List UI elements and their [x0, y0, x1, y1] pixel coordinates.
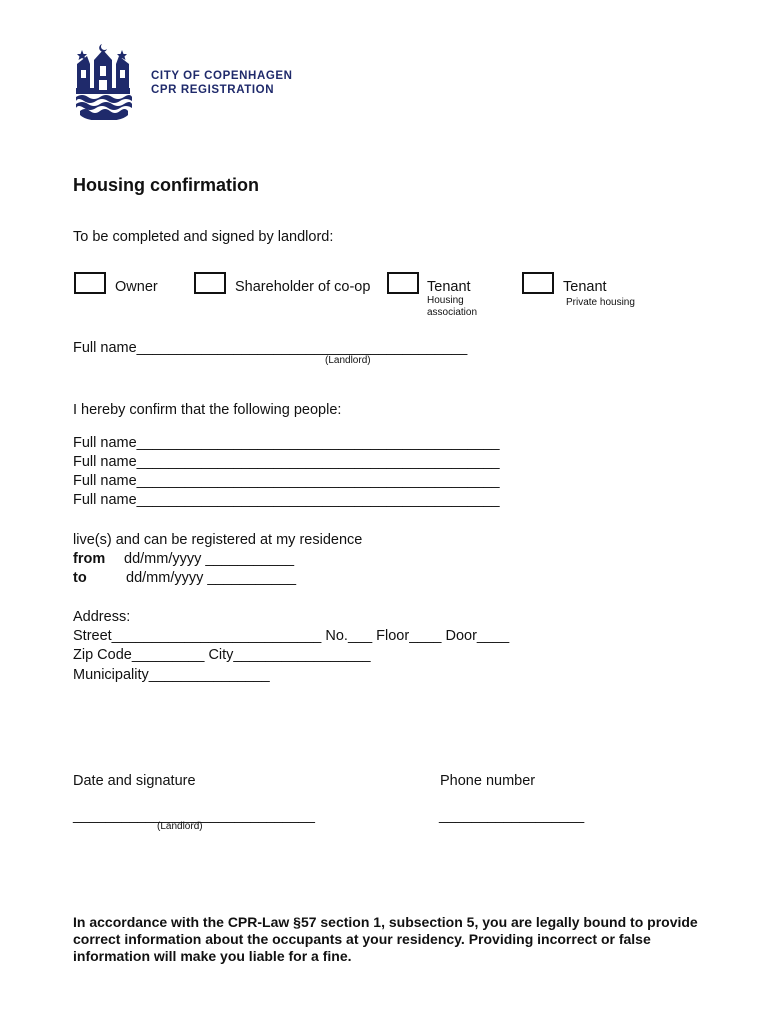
coop-shareholder-label: Shareholder of co-op [235, 279, 371, 295]
legal-notice: In accordance with the CPR-Law §57 section 1, subsection 5, you are legally bound to provide correct information about the occupants at your residency. Providing incorrect or false information will make you liable for a fine. [73, 914, 698, 964]
phone-number-field[interactable]: __________________ [439, 808, 585, 824]
owner-label: Owner [115, 279, 158, 295]
tenant-housing-association-checkbox[interactable] [387, 272, 419, 294]
person-name-field-1[interactable]: Full name_____________________________________________ [73, 435, 500, 451]
address-heading: Address: [73, 609, 131, 625]
coop-shareholder-checkbox[interactable] [194, 272, 226, 294]
tenant-private-housing-sublabel: Private housing [566, 297, 635, 308]
municipality-field[interactable]: Municipality_______________ [73, 667, 270, 683]
zip-city-field[interactable]: Zip Code_________ City_________________ [73, 647, 371, 663]
person-name-field-3[interactable]: Full name_____________________________________________ [73, 473, 500, 489]
residence-text: live(s) and can be registered at my residence [73, 532, 363, 548]
person-name-field-4[interactable]: Full name_____________________________________________ [73, 492, 500, 508]
org-name-line2: CPR REGISTRATION [151, 84, 275, 96]
copenhagen-logo [72, 42, 134, 120]
landlord-note: (Landlord) [325, 355, 371, 366]
to-date-field[interactable]: dd/mm/yyyy ___________ [126, 570, 297, 586]
tenant-housing-association-sublabel: Housing association [427, 295, 478, 318]
owner-checkbox[interactable] [74, 272, 106, 294]
street-field[interactable]: Street__________________________ No.___ Floor____ Door____ [73, 628, 510, 644]
org-name-line1: CITY OF COPENHAGEN [151, 70, 293, 82]
signature-landlord-note: (Landlord) [157, 821, 203, 832]
landlord-full-name-field[interactable]: Full name_________________________________________ [73, 340, 468, 356]
phone-number-label: Phone number [440, 773, 536, 789]
from-label: from [73, 551, 106, 567]
from-date-field[interactable]: dd/mm/yyyy ___________ [124, 551, 295, 567]
tenant-private-housing-checkbox[interactable] [522, 272, 554, 294]
confirm-text: I hereby confirm that the following people: [73, 402, 342, 418]
tenant-housing-association-label: Tenant [427, 279, 471, 295]
intro-text: To be completed and signed by landlord: [73, 229, 334, 245]
person-name-field-2[interactable]: Full name_____________________________________________ [73, 454, 500, 470]
date-signature-label: Date and signature [73, 773, 196, 789]
page-title: Housing confirmation [73, 175, 259, 195]
to-label: to [73, 570, 87, 586]
date-signature-field[interactable]: ______________________________ [73, 808, 315, 824]
tenant-private-housing-label: Tenant [563, 279, 607, 295]
